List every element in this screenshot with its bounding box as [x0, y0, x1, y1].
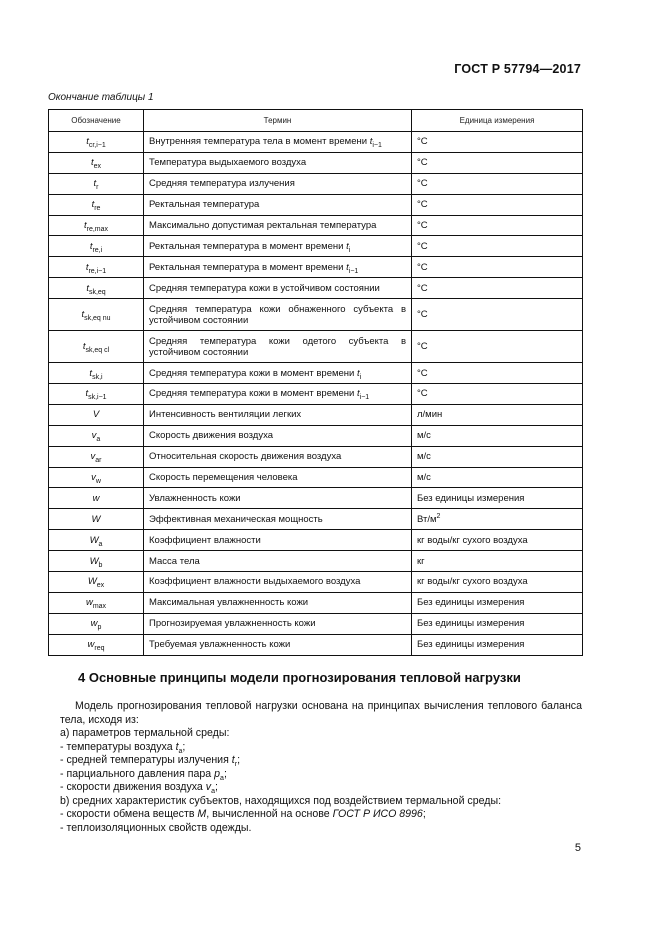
section-body [60, 700, 582, 835]
unit-text: Без единицы измерения [417, 492, 525, 504]
list-item-subscript: a [211, 788, 215, 795]
table-row [49, 488, 583, 509]
term-subscript: i [348, 246, 351, 254]
symbol-letter: t [93, 178, 97, 190]
unit-text: °C [417, 341, 428, 353]
unit-text: °C [417, 157, 428, 169]
unit-cell [412, 509, 583, 530]
term-cell [144, 509, 412, 530]
term-cell [144, 331, 412, 363]
table-row [49, 331, 583, 363]
list-item-tail: ; [237, 754, 241, 766]
term-variable: t [369, 136, 373, 148]
symbol-subscript: a [98, 540, 103, 548]
symbol-cell [49, 404, 144, 425]
symbol-letter: t [86, 136, 89, 148]
term-text: Скорость перемещения человека [149, 472, 298, 484]
term-variable: t [346, 261, 349, 273]
symbol-letter: t [81, 309, 85, 321]
list-item-variable: t [231, 754, 235, 766]
term-cell [144, 592, 412, 613]
list-item-mid: , вычисленной на основе [206, 808, 333, 820]
unit-text: °C [417, 388, 428, 400]
symbol-cell [49, 194, 144, 215]
term-subscript: i−1 [372, 142, 382, 150]
symbol-letter: t [89, 240, 93, 252]
symbol-cell [49, 363, 144, 384]
table-row [49, 404, 583, 425]
term-cell [144, 613, 412, 634]
unit-cell [412, 194, 583, 215]
term-cell [144, 236, 412, 257]
term-text: Ректальная температура в момент времени [149, 240, 347, 252]
term-text: Ректальная температура в момент времени [149, 261, 347, 273]
list-item-subscript: a [220, 774, 224, 782]
symbol-cell [49, 530, 144, 551]
unit-cell [412, 425, 583, 446]
unit-cell [412, 257, 583, 278]
list-item [60, 822, 582, 836]
table-body [49, 132, 583, 656]
table-row [49, 236, 583, 257]
symbol-subscript: sk,eq cl [85, 347, 110, 355]
term-text: Внутренняя температура тела в момент времени [149, 136, 370, 148]
unit-cell [412, 488, 583, 509]
table-row [49, 173, 583, 194]
symbol-cell [49, 331, 144, 363]
symbol-letter: v [91, 472, 96, 484]
term-cell [144, 363, 412, 384]
table-row [49, 592, 583, 613]
symbol-letter: t [83, 220, 87, 231]
term-cell [144, 572, 412, 593]
term-text: Эффективная механическая мощность [149, 513, 323, 525]
unit-cell [412, 363, 583, 384]
term-cell [144, 425, 412, 446]
list-item-tail: ; [422, 808, 426, 820]
list-item-tail: ; [214, 781, 218, 793]
table-row [49, 215, 583, 236]
unit-text: м/с [417, 451, 431, 463]
list-item-variable: M [197, 808, 207, 820]
unit-text: кг воды/кг сухого воздуха [417, 576, 528, 588]
symbol-cell [49, 509, 144, 530]
term-cell [144, 278, 412, 299]
unit-cell [412, 467, 583, 488]
table-row [49, 194, 583, 215]
unit-text: °C [417, 178, 428, 190]
terms-table [48, 109, 583, 656]
table-row [49, 152, 583, 173]
term-text: Средняя температура кожи в момент времени [149, 367, 358, 379]
unit-cell [412, 446, 583, 467]
table-row [49, 299, 583, 331]
symbol-subscript: sk,eq [88, 288, 106, 296]
symbol-subscript: r [96, 184, 99, 192]
term-subscript: i [359, 373, 362, 381]
table-row [49, 425, 583, 446]
symbol-cell [49, 634, 144, 655]
symbol-cell [49, 446, 144, 467]
list-item-variable: v [205, 781, 212, 793]
symbol-cell [49, 572, 144, 593]
symbol-subscript: ar [95, 457, 102, 465]
unit-cell [412, 572, 583, 593]
b-list [60, 808, 582, 835]
symbol-cell [49, 278, 144, 299]
table-row [49, 257, 583, 278]
symbol-subscript: cr,i−1 [88, 142, 106, 150]
symbol-cell [49, 592, 144, 613]
unit-superscript: 2 [436, 512, 441, 520]
unit-cell [412, 331, 583, 363]
term-cell [144, 194, 412, 215]
unit-cell [412, 152, 583, 173]
term-text: Интенсивность вентиляции легких [149, 409, 302, 421]
term-cell [144, 257, 412, 278]
term-text: Ректальная температура [149, 199, 260, 211]
unit-text: Без единицы измерения [417, 597, 525, 609]
table-row [49, 278, 583, 299]
unit-cell [412, 278, 583, 299]
unit-cell [412, 613, 583, 634]
term-text: Скорость движения воздуха [149, 430, 274, 442]
unit-text: °C [417, 240, 428, 252]
symbol-letter: t [91, 199, 95, 211]
list-item-variable: t [175, 740, 179, 753]
symbol-subscript: re [94, 205, 101, 213]
list-item [60, 754, 582, 768]
symbol-subscript: max [92, 603, 107, 611]
list-item-text: - теплоизоляционных свойств одежды. [60, 821, 252, 834]
term-text: Максимально допустимая ректальная температура [149, 220, 377, 231]
symbol-letter: V [92, 409, 100, 421]
standard-code: ГОСТ Р 57794—2017 [454, 62, 581, 76]
unit-text: °C [417, 261, 428, 273]
unit-text: м/с [417, 472, 431, 484]
term-text: Средняя температура кожи одетого субъекта в устойчивом состоянии [149, 335, 406, 358]
table-row [49, 634, 583, 655]
term-text: Прогнозируемая увлажненность кожи [149, 618, 316, 630]
unit-cell [412, 299, 583, 331]
unit-text: л/мин [417, 409, 443, 421]
column-header-term: Термин [144, 110, 412, 132]
symbol-cell [49, 299, 144, 331]
term-text: Температура выдыхаемого воздуха [149, 157, 307, 169]
column-header-symbol: Обозначение [49, 110, 144, 132]
unit-text: Без единицы измерения [417, 618, 525, 630]
symbol-subscript: re,max [86, 226, 109, 233]
symbol-cell [49, 613, 144, 634]
symbol-subscript: req [94, 645, 105, 653]
unit-text: Вт/м [417, 513, 437, 525]
column-header-unit: Единица измерения [412, 110, 583, 132]
symbol-cell [49, 257, 144, 278]
unit-cell [412, 404, 583, 425]
term-variable: t [357, 388, 360, 400]
symbol-cell [49, 236, 144, 257]
term-variable: t [357, 367, 360, 379]
symbol-letter: w [90, 618, 98, 630]
term-text: Масса тела [149, 555, 200, 567]
symbol-letter: t [85, 261, 89, 273]
list-item [60, 768, 582, 782]
symbol-subscript: ex [93, 163, 102, 171]
term-cell [144, 152, 412, 173]
list-item [60, 781, 582, 795]
table-header-row [49, 110, 583, 132]
unit-text: Без единицы измерения [417, 639, 525, 651]
symbol-letter: t [89, 367, 93, 379]
a-list [60, 741, 582, 795]
unit-cell [412, 592, 583, 613]
symbol-letter: t [82, 341, 86, 353]
unit-text: м/с [417, 430, 431, 442]
intro-paragraph: Модель прогнозирования тепловой нагрузки основана на принципах вычисления теплового баланса тела, исходя из: [60, 700, 582, 726]
symbol-letter: w [85, 597, 93, 609]
table-row [49, 132, 583, 153]
unit-cell [412, 551, 583, 572]
unit-cell [412, 384, 583, 405]
unit-text: °C [417, 282, 428, 294]
symbol-subscript: sk,i [92, 373, 103, 381]
unit-text: °C [417, 309, 428, 321]
symbol-subscript: re,i [92, 246, 103, 254]
unit-text: кг воды/кг сухого воздуха [417, 534, 528, 546]
symbol-subscript: b [98, 561, 103, 569]
symbol-letter: t [86, 282, 89, 294]
list-item-subscript: a [178, 747, 183, 755]
term-text: Средняя температура кожи в момент времени [149, 388, 358, 400]
term-cell [144, 299, 412, 331]
section-title: 4 Основные принципы модели прогнозирования тепловой нагрузки [78, 670, 521, 685]
symbol-subscript: sk,i−1 [88, 394, 107, 402]
table-row [49, 613, 583, 634]
symbol-cell [49, 488, 144, 509]
symbol-cell [49, 152, 144, 173]
symbol-letter: t [90, 157, 94, 169]
term-cell [144, 132, 412, 153]
table-caption: Окончание таблицы 1 [48, 92, 154, 103]
table-row [49, 446, 583, 467]
list-item-text: - скорости обмена веществ [60, 808, 198, 820]
list-item-text: - температуры воздуха [60, 740, 176, 753]
symbol-subscript: re,i−1 [88, 267, 107, 275]
standard-reference: ГОСТ Р ИСО 8996 [332, 808, 423, 820]
symbol-letter: W [87, 576, 97, 588]
table-row [49, 467, 583, 488]
term-cell [144, 384, 412, 405]
unit-cell [412, 173, 583, 194]
symbol-subscript: ex [96, 582, 105, 590]
list-item-subscript: r [234, 761, 238, 768]
symbol-subscript: sk,eq nu [84, 315, 111, 323]
list-item-text: - парциального давления пара [60, 767, 215, 780]
symbol-letter: w [87, 639, 95, 651]
symbol-letter: v [91, 430, 97, 442]
unit-cell [412, 215, 583, 236]
symbol-cell [49, 467, 144, 488]
symbol-cell [49, 551, 144, 572]
term-text: Максимальная увлажненность кожи [149, 597, 309, 609]
symbol-subscript: w [95, 478, 101, 486]
term-text: Относительная скорость движения воздуха [149, 451, 342, 463]
unit-cell [412, 530, 583, 551]
symbol-subscript: a [96, 436, 101, 444]
term-text: Увлажненность кожи [149, 492, 241, 504]
unit-cell [412, 236, 583, 257]
term-text: Коэффициент влажности [149, 534, 261, 546]
symbol-letter: W [91, 513, 101, 525]
term-cell [144, 488, 412, 509]
unit-text: °C [417, 367, 428, 379]
term-cell [144, 551, 412, 572]
symbol-letter: w [92, 492, 100, 504]
list-item-tail: ; [182, 740, 186, 753]
page-number: 5 [574, 842, 581, 854]
item-a: а) параметров термальной среды: [60, 727, 230, 739]
term-cell [144, 404, 412, 425]
term-cell [144, 173, 412, 194]
list-item [60, 741, 582, 755]
symbol-cell [49, 384, 144, 405]
symbol-cell [49, 132, 144, 153]
term-text: Средняя температура излучения [149, 178, 295, 190]
unit-text: °C [417, 199, 428, 211]
term-subscript: i−1 [359, 394, 370, 402]
item-b: b) средних характеристик субъектов, находящихся под воздействием термальной среды: [60, 794, 502, 807]
unit-text: °C [417, 136, 428, 148]
symbol-letter: v [90, 451, 96, 463]
term-cell [144, 530, 412, 551]
symbol-cell [49, 173, 144, 194]
symbol-cell [49, 425, 144, 446]
term-text: Средняя температура кожи обнаженного субъекта в устойчивом состоянии [149, 303, 406, 326]
table-row [49, 551, 583, 572]
table-row [49, 384, 583, 405]
symbol-cell [49, 215, 144, 236]
table-row [49, 530, 583, 551]
table-row [49, 509, 583, 530]
list-item-text: - средней температуры излучения [60, 754, 232, 766]
table-row [49, 363, 583, 384]
term-subscript: i−1 [348, 267, 359, 275]
symbol-subscript: p [97, 624, 102, 632]
table-row [49, 572, 583, 593]
term-text: Коэффициент влажности выдыхаемого воздуха [149, 576, 361, 588]
term-text: Средняя температура кожи в устойчивом состоянии [149, 282, 380, 294]
list-item-tail: ; [223, 767, 227, 780]
list-item-variable: p [214, 767, 221, 780]
symbol-letter: W [89, 534, 99, 546]
symbol-letter: t [85, 388, 89, 400]
list-item [60, 808, 582, 822]
list-item-text: - скорости движения воздуха [60, 781, 206, 793]
unit-cell [412, 634, 583, 655]
unit-text: кг [417, 555, 425, 567]
term-text: Требуемая увлажненность кожи [149, 639, 291, 651]
term-variable: t [346, 240, 349, 252]
unit-text: °C [417, 220, 428, 231]
unit-cell [412, 132, 583, 153]
term-cell [144, 467, 412, 488]
term-cell [144, 634, 412, 655]
term-cell [144, 446, 412, 467]
symbol-letter: W [89, 555, 99, 567]
term-cell [144, 215, 412, 236]
